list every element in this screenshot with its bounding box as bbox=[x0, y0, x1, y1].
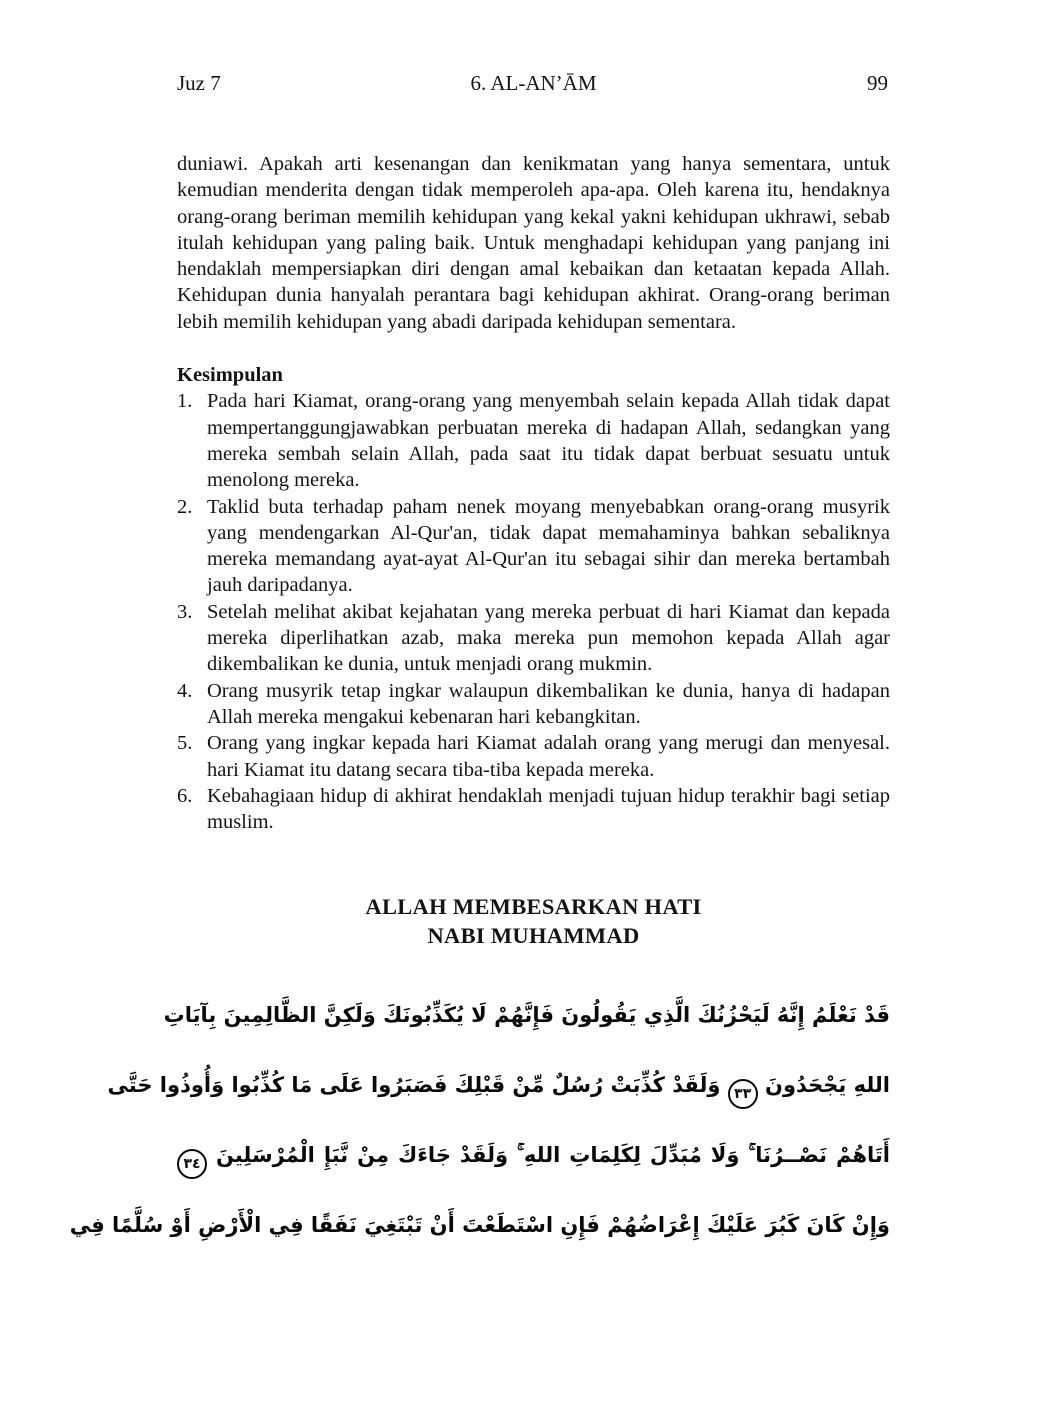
item-text: Taklid buta terhadap paham nenek moyang menyebabkan orang-orang musyrik yang mendengarkan Al-Qur'an, tidak dapat memahaminya bahkan sebaliknya mereka memandang ayat-ayat Al-Qur'an itu sebagai sihir dan mereka bertambah jauh daripadanya. bbox=[207, 495, 890, 597]
page-number: 99 bbox=[867, 71, 888, 95]
item-number: 3. bbox=[177, 600, 193, 623]
list-item bbox=[177, 730, 890, 783]
item-text: Kebahagiaan hidup di akhirat hendaklah menjadi tujuan hidup terakhir bagi setiap muslim. bbox=[207, 784, 890, 834]
page-content bbox=[69, 0, 891, 1262]
item-number: 5. bbox=[177, 732, 193, 755]
item-text: Orang yang ingkar kepada hari Kiamat adalah orang yang merugi dan menyesal. hari Kiamat itu datang secara tiba-tiba kepada mereka. bbox=[207, 732, 890, 781]
quran-text-segment: أَتَاهُمْ نَصْــرُنَا ۚ وَلَا مُبَدِّلَ لِكَلِمَاتِ اللهِ ۚ وَلَقَدْ جَاءَكَ مِنْ نَّبَإِ الْمُرْسَلِينَ bbox=[215, 1143, 891, 1168]
quran-text-segment: وَلَقَدْ كُذِّبَتْ رُسُلٌ مِّنْ قَبْلِكَ فَصَبَرُوا عَلَى مَا كُذِّبُوا وَأُوذُوا حَتَّى bbox=[107, 1073, 721, 1098]
quran-line-2 bbox=[107, 1052, 890, 1122]
list-item bbox=[177, 494, 890, 599]
page-header bbox=[177, 0, 890, 95]
quran-line-1: قَدْ نَعْلَمُ إِنَّهُ لَيَحْزُنُكَ الَّذِي يَقُولُونَ فَإِنَّهُمْ لَا يُكَذِّبُونَكَ وَلَكِنَّ الظَّالِمِينَ بِآيَاتِ bbox=[163, 1003, 890, 1028]
item-text: Setelah melihat akibat kejahatan yang mereka perbuat di hari Kiamat dan kepada mereka diperlihatkan azab, maka mereka pun memohon kepada Allah agar dikembalikan ke dunia, untuk menjadi orang mukmin. bbox=[207, 600, 890, 676]
section-title-line1: ALLAH MEMBESARKAN HATI bbox=[365, 894, 702, 920]
section-title-line2: NABI MUHAMMAD bbox=[427, 923, 640, 949]
list-item bbox=[177, 783, 890, 836]
conclusion-list bbox=[177, 388, 890, 835]
item-text: Pada hari Kiamat, orang-orang yang menyembah selain kepada Allah tidak dapat mempertanggungjawabkan perbuatan mereka di hadapan Allah, sedangkan yang mereka sembah selain Allah, pada saat itu tidak dapat berbuat sesuatu untuk menolong mereka. bbox=[207, 390, 890, 492]
quran-line-3 bbox=[177, 1122, 890, 1192]
list-item bbox=[177, 599, 890, 678]
list-item bbox=[177, 678, 890, 731]
item-number: 4. bbox=[177, 679, 193, 702]
item-number: 6. bbox=[177, 784, 193, 807]
surah-title: 6. AL-AN’ĀM bbox=[470, 71, 597, 95]
conclusion-heading: Kesimpulan bbox=[177, 364, 283, 387]
quran-line-4: وَإِنْ كَانَ كَبُرَ عَلَيْكَ إِعْرَاضُهُمْ فَإِنِ اسْتَطَعْتَ أَنْ تَبْتَغِيَ نَفَقًا فِي الْأَرْضِ أَوْ سُلَّمًا فِي bbox=[69, 1213, 890, 1238]
quran-text-segment: اللهِ يَجْحَدُونَ bbox=[765, 1073, 890, 1098]
section-heading bbox=[177, 892, 890, 950]
item-text: Orang musyrik tetap ingkar walaupun dikembalikan ke dunia, hanya di hadapan Allah mereka mengakui kebenaran hari kebangkitan. bbox=[207, 679, 890, 728]
item-number: 2. bbox=[177, 495, 193, 518]
quran-verse-block bbox=[69, 982, 891, 1262]
lead-paragraph: duniawi. Apakah arti kesenangan dan kenikmatan yang hanya sementara, untuk kemudian menderita dengan tidak memperoleh apa-apa. Oleh karena itu, hendaknya orang-orang beriman memilih kehidupan yang kekal yakni kehidupan ukhrawi, sebab itulah kehidupan yang paling baik. Untuk menghadapi kehidupan yang panjang ini hendaklah mempersiapkan diri dengan amal kebaikan dan ketaatan kepada Allah. Kehidupan dunia hanyalah perantara bagi kehidupan akhirat. Orang-orang beriman lebih memilih kehidupan yang abadi daripada kehidupan sementara. bbox=[177, 153, 890, 333]
list-item bbox=[177, 388, 890, 493]
juz-label: Juz 7 bbox=[177, 71, 221, 95]
ayah-34-marker: ٣٤ bbox=[177, 1149, 207, 1179]
ayah-33-marker: ٣٣ bbox=[728, 1079, 758, 1109]
item-number: 1. bbox=[177, 390, 193, 413]
